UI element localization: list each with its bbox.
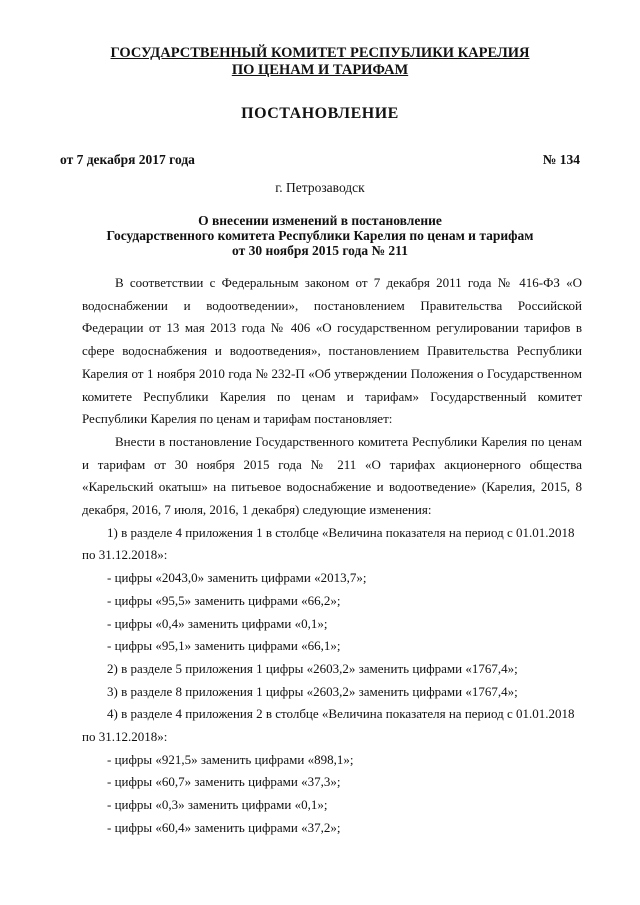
document-city: г. Петрозаводск <box>275 180 365 195</box>
item-4-change: - цифры «60,4» заменить цифрами «37,2»; <box>107 819 341 835</box>
document-date: от 7 декабря 2017 года <box>60 152 195 167</box>
document-type: ПОСТАНОВЛЕНИЕ <box>241 105 399 122</box>
organization-name <box>0 45 640 79</box>
item-1-change: - цифры «0,4» заменить цифрами «0,1»; <box>107 615 328 631</box>
intro-paragraph: Внести в постановление Государственного комитета Республики Карелия по ценам и тарифам от 30 ноября 2015 года № 211 «О тарифах акционерного общества «Карельский окатыш» на питьевое водоснабжение и водоотведение» (Карелия, 2015, 8 декабря, 2016, 7 июля, 2016, 1 декабря) следующие изменения: <box>82 433 582 518</box>
organization-line-2: ПО ЦЕНАМ И ТАРИФАМ <box>231 62 409 78</box>
item-4-change: - цифры «921,5» заменить цифрами «898,1»; <box>107 751 354 767</box>
item-4-change: - цифры «0,3» заменить цифрами «0,1»; <box>107 797 328 813</box>
item-1-change: - цифры «95,1» заменить цифрами «66,1»; <box>107 638 341 654</box>
item-4: 4) в разделе 4 приложения 2 в столбце «Величина показателя на период с 01.01.2018 по 31.12.2018»: <box>82 706 575 745</box>
document-subject <box>0 213 640 258</box>
preamble-paragraph: В соответствии с Федеральным законом от 7 декабря 2011 года № 416-ФЗ «О водоснабжении и водоотведении», постановлением Правительства Российской Федерации от 13 мая 2013 года № 406 «О государственном регулировании тарифов в сфере водоснабжения и водоотведения», постановлением Правительства Республики Карелия от 1 ноября 2010 года № 232-П «Об утверждении Положения о Государственном комитете Республики Карелия по ценам и тарифам» Государственный комитет Республики Карелия по ценам и тарифам постановляет: <box>82 275 582 427</box>
organization-line-1: ГОСУДАРСТВЕННЫЙ КОМИТЕТ РЕСПУБЛИКИ КАРЕЛИЯ <box>110 45 530 61</box>
item-4-change: - цифры «60,7» заменить цифрами «37,3»; <box>107 774 341 790</box>
document-body <box>82 272 582 840</box>
subject-line-1: О внесении изменений в постановление <box>198 213 442 228</box>
subject-line-2: Государственного комитета Республики Карелия по ценам и тарифам <box>106 228 534 243</box>
item-1: 1) в разделе 4 приложения 1 в столбце «Величина показателя на период с 01.01.2018 по 31.12.2018»: <box>82 524 575 563</box>
item-1-change: - цифры «95,5» заменить цифрами «66,2»; <box>107 592 341 608</box>
item-1-change: - цифры «2043,0» заменить цифрами «2013,7»; <box>107 570 367 586</box>
item-2: 2) в разделе 5 приложения 1 цифры «2603,2» заменить цифрами «1767,4»; <box>107 660 518 676</box>
subject-line-3: от 30 ноября 2015 года № 211 <box>232 243 408 258</box>
document-number: № 134 <box>542 152 580 167</box>
item-3: 3) в разделе 8 приложения 1 цифры «2603,2» заменить цифрами «1767,4»; <box>107 683 518 699</box>
